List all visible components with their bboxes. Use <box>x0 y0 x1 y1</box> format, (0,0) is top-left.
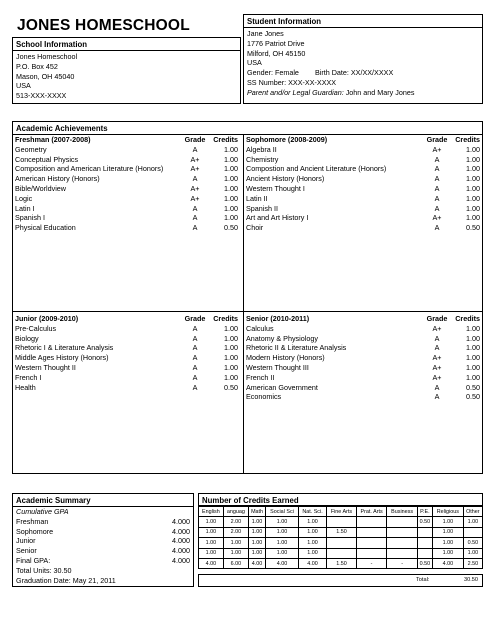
credit-col-header: Fine Arts <box>327 507 357 517</box>
credit-cell <box>356 527 387 537</box>
course-name: Art and Art History I <box>246 213 309 223</box>
course-grade: A+ <box>432 144 442 154</box>
credit-cell: 1.00 <box>463 517 482 527</box>
credit-cell <box>387 538 417 548</box>
year-label: Freshman (2007-2008) <box>15 135 91 144</box>
credit-total-cell: - <box>356 558 387 568</box>
credit-col-header: Other <box>463 507 482 517</box>
gpa-value: 4.000 <box>172 546 190 556</box>
credits-heading: Number of Credits Earned <box>202 496 299 505</box>
credit-cell: 2.00 <box>223 527 248 537</box>
course-name: Physical Education <box>15 223 76 233</box>
year-label: Senior (2010-2011) <box>246 314 310 323</box>
credit-cell: 1.00 <box>223 538 248 548</box>
gpa-year: Freshman <box>16 516 49 526</box>
course-grade: A+ <box>190 183 200 193</box>
freshman-block <box>15 135 238 233</box>
course-grade: A+ <box>432 353 442 363</box>
credit-total-cell: 6.00 <box>223 558 248 568</box>
course-grade: A <box>434 392 440 402</box>
credit-cell: 1.00 <box>199 527 224 537</box>
gpa-value: 4.000 <box>172 526 190 536</box>
credit-total-cell: 4.00 <box>248 558 265 568</box>
course-credits: 1.00 <box>466 203 480 213</box>
student-info-lines <box>244 28 482 99</box>
credit-cell <box>417 548 432 558</box>
credit-cell: 1.00 <box>432 527 463 537</box>
course-name: Rhetoric II & Literature Analysis <box>246 343 347 353</box>
course-credits: 1.00 <box>466 183 480 193</box>
final-gpa-value: 4.000 <box>172 555 190 565</box>
credit-col-header: Social Sci <box>266 507 299 517</box>
credit-total-cell: 4.00 <box>266 558 299 568</box>
gpa-year: Senior <box>16 546 37 556</box>
course-credits: 1.00 <box>224 174 238 184</box>
course-name: Western Thought III <box>246 362 309 372</box>
credits-header: Credits <box>213 314 238 323</box>
course-name: Latin II <box>246 193 268 203</box>
course-credits: 1.00 <box>466 193 480 203</box>
student-birth-date: Birth Date: XX/XX/XXXX <box>314 68 394 78</box>
credits-total-value: 30.50 <box>464 577 478 583</box>
summary-body <box>13 507 193 585</box>
credit-col-header: English <box>199 507 224 517</box>
credit-col-header: Prat. Arts <box>356 507 387 517</box>
course-grade: A <box>434 154 440 164</box>
gpa-row-freshman <box>16 517 190 527</box>
course-credits: 1.00 <box>466 362 480 372</box>
course-name: French I <box>15 372 42 382</box>
gpa-value: 4.000 <box>172 536 190 546</box>
school-name: Jones Homeschool <box>16 52 78 61</box>
course-credits: 1.00 <box>224 164 238 174</box>
school-address: P.O. Box 452 <box>16 61 58 71</box>
course-grade: A+ <box>190 164 200 174</box>
gpa-row-senior <box>16 546 190 556</box>
course-grade: A <box>192 203 198 213</box>
student-info-heading: Student Information <box>244 15 482 28</box>
credit-cell: 1.00 <box>248 527 265 537</box>
course-grade: A <box>434 183 440 193</box>
guardian-label: Parent and/or Legal Guardian: <box>247 87 344 97</box>
course-credits: 1.00 <box>224 144 238 154</box>
course-credits: 1.00 <box>466 372 480 382</box>
course-name: French II <box>246 372 275 382</box>
credit-cell: 1.00 <box>298 538 326 548</box>
course-name: American History (Honors) <box>15 174 100 184</box>
course-name: Western Thought I <box>246 183 305 193</box>
course-credits: 1.00 <box>466 343 480 353</box>
credit-cell: 1.50 <box>327 527 357 537</box>
credit-col-header: Business <box>387 507 417 517</box>
gpa-row-sophomore <box>16 527 190 537</box>
course-name: Ancient History (Honors) <box>246 174 325 184</box>
credit-col-header: P.E. <box>417 507 432 517</box>
course-name: Rhetoric I & Literature Analysis <box>15 343 114 353</box>
credits-header: Credits <box>455 314 480 323</box>
credit-cell: 1.00 <box>199 538 224 548</box>
course-name: Anatomy & Physiology <box>246 333 318 343</box>
course-name: Choir <box>246 223 264 233</box>
course-grade: A <box>192 382 198 392</box>
course-grade: A <box>192 144 198 154</box>
credit-cell: 1.00 <box>463 548 482 558</box>
student-address: 1776 Patriot Drive <box>247 38 305 48</box>
course-grade: A <box>434 193 440 203</box>
student-ss-number: SS Number: XXX-XX-XXXX <box>247 77 337 87</box>
course-grade: A <box>434 343 440 353</box>
course-credits: 1.00 <box>466 144 480 154</box>
credit-total-cell: 2.50 <box>463 558 482 568</box>
credit-cell: 1.00 <box>298 517 326 527</box>
student-name: Jane Jones <box>247 29 284 38</box>
credit-cell: 1.00 <box>298 527 326 537</box>
grade-header: Grade <box>184 135 206 144</box>
student-gender: Gender: Female <box>247 68 299 78</box>
course-credits: 1.00 <box>466 323 480 333</box>
credit-cell <box>387 548 417 558</box>
course-credits: 1.00 <box>466 213 480 223</box>
credit-cell: 1.00 <box>266 527 299 537</box>
course-credits: 1.00 <box>224 183 238 193</box>
course-grade: A <box>192 333 198 343</box>
student-gender-birth <box>247 68 479 78</box>
school-city: Mason, OH 45040 <box>16 71 75 81</box>
course-name: Compostion and Ancient Literature (Honors) <box>246 164 387 174</box>
course-grade: A <box>192 353 198 363</box>
course-name: Middle Ages History (Honors) <box>15 353 109 363</box>
course-grade: A <box>192 213 198 223</box>
credit-total-cell: 4.00 <box>432 558 463 568</box>
course-credits: 0.50 <box>466 392 480 402</box>
course-grade: A <box>434 333 440 343</box>
cumulative-gpa-label: Cumulative GPA <box>16 507 69 516</box>
course-grade: A <box>434 164 440 174</box>
course-grade: A+ <box>432 213 442 223</box>
course-grade: A <box>192 323 198 333</box>
course-grade: A+ <box>432 362 442 372</box>
year-label: Sophomore (2008-2009) <box>246 135 328 144</box>
credit-cell: 0.50 <box>417 517 432 527</box>
course-credits: 1.00 <box>224 333 238 343</box>
course-name: Spanish II <box>246 203 278 213</box>
course-credits: 0.50 <box>466 223 480 233</box>
course-name: Health <box>15 382 36 392</box>
credit-cell: 1.00 <box>199 517 224 527</box>
school-info-heading: School Information <box>13 38 240 51</box>
credit-total-cell: 0.50 <box>417 558 432 568</box>
course-grade: A <box>192 362 198 372</box>
credits-total-box <box>198 574 483 587</box>
course-credits: 1.00 <box>224 343 238 353</box>
credit-cell: 1.00 <box>248 538 265 548</box>
course-name: Biology <box>15 333 39 343</box>
grade-header: Grade <box>184 314 206 323</box>
credits-row-junior <box>199 538 483 548</box>
grade-header: Grade <box>426 135 448 144</box>
credit-cell <box>387 517 417 527</box>
course-credits: 1.00 <box>224 193 238 203</box>
senior-block <box>246 314 480 402</box>
gpa-row-junior <box>16 536 190 546</box>
credit-col-header: Math <box>248 507 265 517</box>
credit-cell <box>417 538 432 548</box>
course-grade: A+ <box>432 323 442 333</box>
course-grade: A <box>192 343 198 353</box>
course-credits: 1.00 <box>466 353 480 363</box>
credit-cell <box>417 527 432 537</box>
course-name: Bible/Worldview <box>15 183 66 193</box>
course-name: Calculus <box>246 323 274 333</box>
credit-cell: 1.00 <box>266 517 299 527</box>
course-credits: 1.00 <box>466 164 480 174</box>
course-name: Algebra II <box>246 144 277 154</box>
course-name: American Government <box>246 382 318 392</box>
credit-cell: 1.00 <box>266 538 299 548</box>
credit-cell <box>356 517 387 527</box>
gpa-value: 4.000 <box>172 516 190 526</box>
achievements-heading: Academic Achievements <box>13 122 482 135</box>
total-units: Total Units: 30.50 <box>16 565 72 575</box>
course-credits: 1.00 <box>224 213 238 223</box>
credits-header: Credits <box>213 135 238 144</box>
credit-cell <box>327 517 357 527</box>
course-credits: 1.00 <box>224 203 238 213</box>
course-name: Composition and American Literature (Honors) <box>15 164 164 174</box>
credit-total-cell: - <box>387 558 417 568</box>
course-credits: 1.00 <box>224 353 238 363</box>
course-credits: 1.00 <box>224 372 238 382</box>
course-name: Logic <box>15 193 33 203</box>
course-grade: A <box>434 203 440 213</box>
academic-summary-box <box>12 493 194 587</box>
credit-col-header: anguag <box>223 507 248 517</box>
school-info-lines <box>13 51 240 102</box>
credits-row-sophomore <box>199 527 483 537</box>
achievements-column-divider <box>243 134 244 474</box>
student-country: USA <box>247 58 262 68</box>
credit-cell <box>387 527 417 537</box>
course-credits: 1.00 <box>466 174 480 184</box>
credits-row-totals <box>199 558 483 568</box>
credit-cell: 1.00 <box>298 548 326 558</box>
credit-col-header: Nat. Sci. <box>298 507 326 517</box>
credit-cell: 0.50 <box>463 538 482 548</box>
gpa-year: Junior <box>16 536 36 546</box>
school-info-box <box>12 37 241 104</box>
course-credits: 0.50 <box>466 382 480 392</box>
guardian-value: John and Mary Jones <box>343 87 415 97</box>
course-credits: 0.50 <box>224 382 238 392</box>
credits-row-freshman <box>199 517 483 527</box>
course-name: Western Thought II <box>15 362 76 372</box>
school-country: USA <box>16 81 31 91</box>
summary-heading: Academic Summary <box>13 494 193 507</box>
credit-total-cell: 4.00 <box>298 558 326 568</box>
credit-cell: 2.00 <box>223 517 248 527</box>
course-grade: A+ <box>190 193 200 203</box>
course-name: Pre-Calculus <box>15 323 57 333</box>
course-name: Geometry <box>15 144 47 154</box>
course-name: Conceptual Physics <box>15 154 79 164</box>
course-grade: A <box>434 382 440 392</box>
school-phone: 513-XXX-XXXX <box>16 91 67 101</box>
credits-heading-box <box>198 493 483 506</box>
course-name: Economics <box>246 392 282 402</box>
course-credits: 1.00 <box>224 323 238 333</box>
course-grade: A <box>434 174 440 184</box>
course-grade: A+ <box>432 372 442 382</box>
page-title: JONES HOMESCHOOL <box>17 17 190 34</box>
credit-cell: 1.00 <box>432 548 463 558</box>
graduation-date: Graduation Date: May 21, 2011 <box>16 575 116 585</box>
credit-col-header: Religious <box>432 507 463 517</box>
course-credits: 1.00 <box>224 154 238 164</box>
credit-cell <box>463 527 482 537</box>
student-city: Milford, OH 45150 <box>247 48 306 58</box>
credit-cell <box>356 538 387 548</box>
course-name: Chemistry <box>246 154 279 164</box>
course-name: Spanish I <box>15 213 45 223</box>
course-grade: A <box>192 372 198 382</box>
course-grade: A+ <box>190 154 200 164</box>
final-gpa-label: Final GPA: <box>16 555 51 565</box>
credits-table <box>198 506 483 569</box>
grade-header: Grade <box>426 314 448 323</box>
credits-total-label: Total: <box>416 577 430 583</box>
course-credits: 1.00 <box>466 154 480 164</box>
course-credits: 0.50 <box>224 223 238 233</box>
credit-cell: 1.00 <box>432 538 463 548</box>
credits-row-senior <box>199 548 483 558</box>
student-guardian <box>247 88 479 98</box>
achievements-row-divider <box>12 311 483 312</box>
credit-cell: 1.00 <box>266 548 299 558</box>
course-credits: 1.00 <box>224 362 238 372</box>
course-grade: A <box>192 174 198 184</box>
sophomore-block <box>246 135 480 233</box>
credit-cell: 1.00 <box>248 517 265 527</box>
student-info-box <box>243 14 483 104</box>
course-grade: A <box>434 223 440 233</box>
credit-cell: 1.00 <box>223 548 248 558</box>
final-gpa-row <box>16 556 190 566</box>
course-name: Modern History (Honors) <box>246 353 325 363</box>
credit-cell: 1.00 <box>248 548 265 558</box>
credit-cell <box>356 548 387 558</box>
credit-cell: 1.00 <box>432 517 463 527</box>
course-credits: 1.00 <box>466 333 480 343</box>
credits-header-row <box>199 507 483 517</box>
gpa-year: Sophomore <box>16 526 54 536</box>
credit-cell <box>327 548 357 558</box>
credit-total-cell: 1.50 <box>327 558 357 568</box>
course-grade: A <box>192 223 198 233</box>
credits-header: Credits <box>455 135 480 144</box>
course-name: Latin I <box>15 203 35 213</box>
year-label: Junior (2009-2010) <box>15 314 79 323</box>
junior-block <box>15 314 238 392</box>
credit-cell <box>327 538 357 548</box>
credit-total-cell: 4.00 <box>199 558 224 568</box>
credit-cell: 1.00 <box>199 548 224 558</box>
